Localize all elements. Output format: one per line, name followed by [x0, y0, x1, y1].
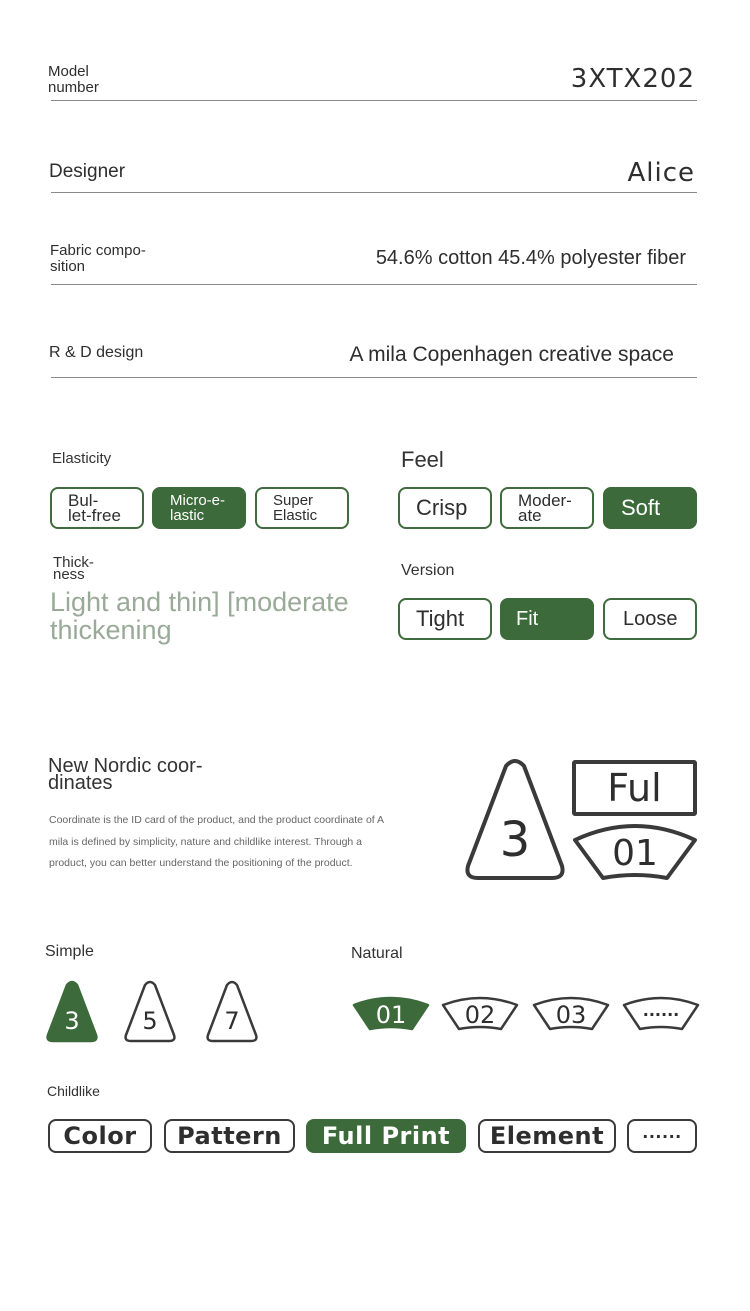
coordinates-title: New Nordic coor- dinates [48, 755, 203, 794]
childlike-tag-pattern[interactable] [164, 1119, 295, 1153]
divider [51, 377, 697, 378]
natural-title: Natural [351, 945, 403, 962]
tag-label: Full Print [321, 1122, 451, 1150]
thickness-title: Thick- ness [53, 554, 94, 583]
triangle-number: 5 [142, 1007, 158, 1035]
version-option-tight[interactable] [398, 598, 492, 640]
spec-fabric-value: 54.6% cotton 45.4% polyester fiber [375, 247, 686, 269]
natural-arc-01-icon[interactable] [352, 995, 430, 1033]
arc-number: 01 [375, 1001, 407, 1029]
version-title: Version [401, 562, 455, 579]
simple-triangle-5-icon[interactable] [123, 980, 177, 1044]
triangle-number: 3 [499, 812, 531, 868]
tag-label: ······ [642, 1126, 682, 1146]
childlike-tag-full-print[interactable] [306, 1119, 466, 1153]
tag-label: Color [63, 1122, 137, 1150]
option-label: Fit [516, 607, 539, 630]
arc-number: 02 [464, 1001, 496, 1029]
spec-rd-label: R & D design [49, 344, 144, 361]
spec-designer-label: Designer [49, 161, 126, 182]
version-option-loose[interactable] [603, 598, 697, 640]
spec-designer-value: Alice [627, 158, 695, 188]
divider [51, 284, 697, 285]
thickness-value: Light and thin] [moderate thickening [50, 587, 349, 645]
option-label: Crisp [416, 495, 468, 520]
option-label: Tight [416, 606, 465, 631]
version-option-fit[interactable] [500, 598, 594, 640]
tag-label: Element [489, 1122, 605, 1150]
box-label: Ful [607, 766, 662, 810]
arc-number: 01 [612, 833, 658, 874]
feel-option-crisp[interactable] [398, 487, 492, 529]
option-label: Moder- ate [518, 491, 572, 525]
option-label: Soft [621, 495, 661, 520]
spec-model-value: 3XTX202 [570, 64, 695, 94]
arc-more-dots: ······ [642, 1005, 680, 1024]
elasticity-option-super-elastic[interactable] [255, 487, 349, 529]
natural-arc-03-icon[interactable] [532, 995, 610, 1033]
divider [51, 100, 697, 101]
feel-title: Feel [401, 447, 444, 472]
coordinate-badge-triangle-icon [464, 758, 566, 883]
simple-title: Simple [45, 943, 94, 960]
coordinate-badge-arc-icon [571, 820, 699, 882]
divider [51, 192, 697, 193]
feel-option-soft[interactable] [603, 487, 697, 529]
spec-rd-value: A mila Copenhagen creative space [349, 343, 674, 366]
simple-triangle-7-icon[interactable] [205, 980, 259, 1044]
spec-model-label: Model number [48, 63, 99, 96]
option-label: Micro-e- lastic [170, 492, 225, 524]
elasticity-title: Elasticity [52, 450, 112, 467]
childlike-tag-element[interactable] [478, 1119, 616, 1153]
option-label: Bul- let-free [68, 491, 121, 525]
triangle-number: 7 [224, 1007, 240, 1035]
option-label: Super Elastic [273, 492, 318, 524]
childlike-tag-color[interactable] [48, 1119, 152, 1153]
simple-triangle-3-icon[interactable] [45, 980, 99, 1044]
option-label: Loose [623, 607, 678, 630]
natural-arc-02-icon[interactable] [441, 995, 519, 1033]
feel-option-moderate[interactable] [500, 487, 594, 529]
childlike-title: Childlike [47, 1083, 100, 1099]
triangle-number: 3 [64, 1007, 80, 1035]
tag-label: Pattern [177, 1122, 282, 1150]
elasticity-option-micro-elastic[interactable] [152, 487, 246, 529]
childlike-tag-more[interactable] [627, 1119, 697, 1153]
natural-arc-more-icon[interactable] [622, 995, 700, 1033]
coordinate-badge-box [572, 760, 697, 816]
elasticity-option-bullet-free[interactable] [50, 487, 144, 529]
arc-number: 03 [555, 1001, 587, 1029]
spec-fabric-label: Fabric compo- sition [50, 242, 146, 275]
coordinates-description: Coordinate is the ID card of the product, and the product coordinate of A mila is defined by simplicity, nature and childlike interest. Through a product, you can better understand the positioning of the product. [49, 814, 384, 869]
